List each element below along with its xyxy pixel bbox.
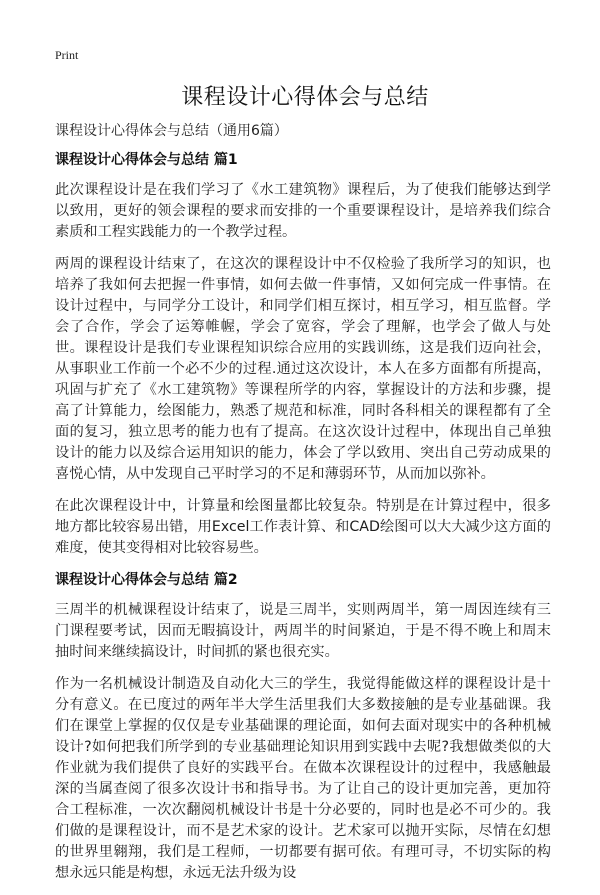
paragraph: 此次课程设计是在我们学习了《水工建筑物》课程后，为了使我们能够达到学以致用，更好的领会课程的要求而安排的一个重要课程设计，是培养我们综合素质和工程实践能力的一个教学过程。 bbox=[55, 182, 551, 240]
paragraph: 两周的课程设计结束了，在这次的课程设计中不仅检验了我所学习的知识，也培养了我如何去把握一件事情，如何去做一件事情，又如何完成一件事情。在设计过程中，与同学分工设计，和同学们相互探讨，相互学习，相互监督。学会了合作，学会了运筹帷幄，学会了宽容，学会了理解，也学会了做人与处世。课程设计是我们专业课程知识综合应用的实践训练，这是我们迈向社会，从事职业工作前一个必不少的过程.通过这次设计，本人在多方面都有所提高，巩固与扩充了《水工建筑物》等课程所学的内容，掌握设计的方法和步骤，提高了计算能力，绘图能力，熟悉了规范和标准，同时各科相关的课程都有了全面的复习，独立思考的能力也有了提高。在这次设计过程中，体现出自己单独设计的能力以及综合运用知识的能力，体会了学以致用、突出自己劳动成果的喜悦心情，从中发现自己平时学习的不足和薄弱环节，从而加以弥补。 bbox=[55, 256, 551, 482]
section-heading: 课程设计心得体会与总结 篇1 bbox=[55, 152, 238, 168]
paragraph: 三周半的机械课程设计结束了，说是三周半，实则两周半，第一周因连续有三门课程要考试，因而无暇搞设计，两周半的时间紧迫，于是不得不晚上和周末抽时间来继续搞设计，时间抓的紧也很充实。 bbox=[55, 602, 551, 660]
paragraph: 作为一名机械设计制造及自动化大三的学生，我觉得能做这样的课程设计是十分有意义。在已度过的两年半大学生活里我们大多数接触的是专业基础课。我们在课堂上掌握的仅仅是专业基础课的理论面，如何去面对现实中的各种机械设计?如何把我们所学到的专业基础理论知识用到实践中去呢?我想做类似的大作业就为我们提供了良好的实践平台。在做本次课程设计的过程中，我感触最深的当属查阅了很多次设计书和指导书。为了让自己的设计更加完善，更加符合工程标准，一次次翻阅机械设计书是十分必要的，同时也是必不可少的。我们做的是课程设计，而不是艺术家的设计。艺术家可以抛开实际，尽情在幻想的世界里翱翔，我们是工程师，一切都要有据可依。有理可寻，不切实际的构想永远只能是构想，永远无法升级为设 bbox=[55, 676, 551, 881]
document-content bbox=[55, 150, 551, 895]
paragraph: 在此次课程设计中，计算量和绘图量都比较复杂。特别是在计算过程中，很多地方都比较容易出错，用Excel工作表计算、和CAD绘图可以大大减少这方面的难度，使其变得相对比较容易些。 bbox=[55, 498, 551, 556]
section-heading: 课程设计心得体会与总结 篇2 bbox=[55, 572, 238, 588]
document-title: 课程设计心得体会与总结 bbox=[181, 85, 429, 110]
print-label[interactable]: Print bbox=[55, 48, 79, 62]
section-1 bbox=[55, 150, 551, 559]
document-subtitle: 课程设计心得体会与总结（通用6篇） bbox=[55, 123, 288, 139]
section-2 bbox=[55, 570, 551, 884]
